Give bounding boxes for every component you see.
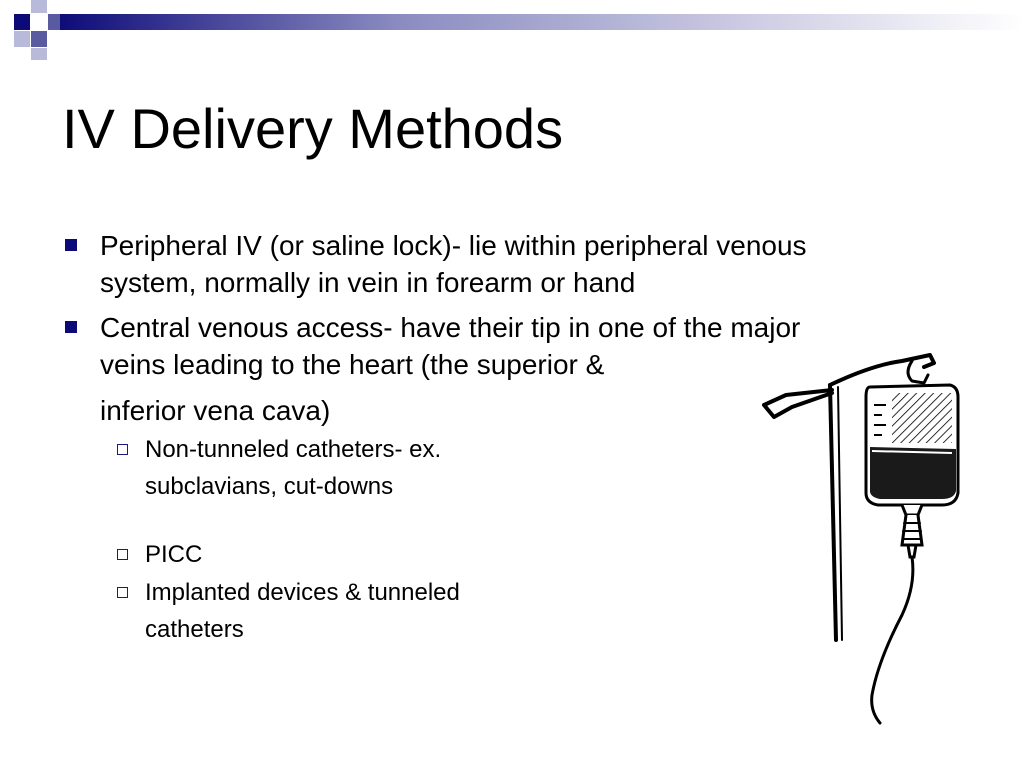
iv-bag-illustration	[752, 345, 972, 725]
slide-title: IV Delivery Methods	[62, 97, 564, 160]
bullet-line: system, normally in vein in forearm or hand	[100, 267, 636, 298]
hollow-square-bullet-icon	[117, 587, 128, 598]
sub-bullet-line: Implanted devices & tunneled	[145, 579, 460, 606]
sub-bullet-line: subclavians, cut-downs	[145, 473, 394, 500]
bullet-continuation: inferior vena cava)	[100, 395, 331, 426]
sub-bullet-line: Non-tunneled catheters- ex.	[145, 436, 442, 463]
square-bullet-icon	[65, 321, 77, 333]
bullet-line: Central venous access- have their tip in one of the major	[100, 312, 801, 343]
square-bullet-icon	[65, 239, 77, 251]
sub-bullet-item	[145, 536, 565, 573]
sub-bullet-item	[145, 574, 565, 648]
hollow-square-bullet-icon	[117, 444, 128, 455]
sub-bullet-line: PICC	[145, 541, 203, 568]
iv-drip-chamber	[902, 515, 922, 557]
bullet-line: veins leading to the heart (the superior &	[100, 349, 605, 380]
sub-bullet-item	[145, 431, 565, 505]
iv-tubing	[872, 557, 913, 723]
sub-bullet-line: catheters	[145, 616, 244, 643]
iv-bag	[866, 385, 958, 515]
bullet-line: Peripheral IV (or saline lock)- lie within peripheral venous	[100, 230, 807, 261]
bullet-item	[100, 227, 980, 301]
hollow-square-bullet-icon	[117, 549, 128, 560]
